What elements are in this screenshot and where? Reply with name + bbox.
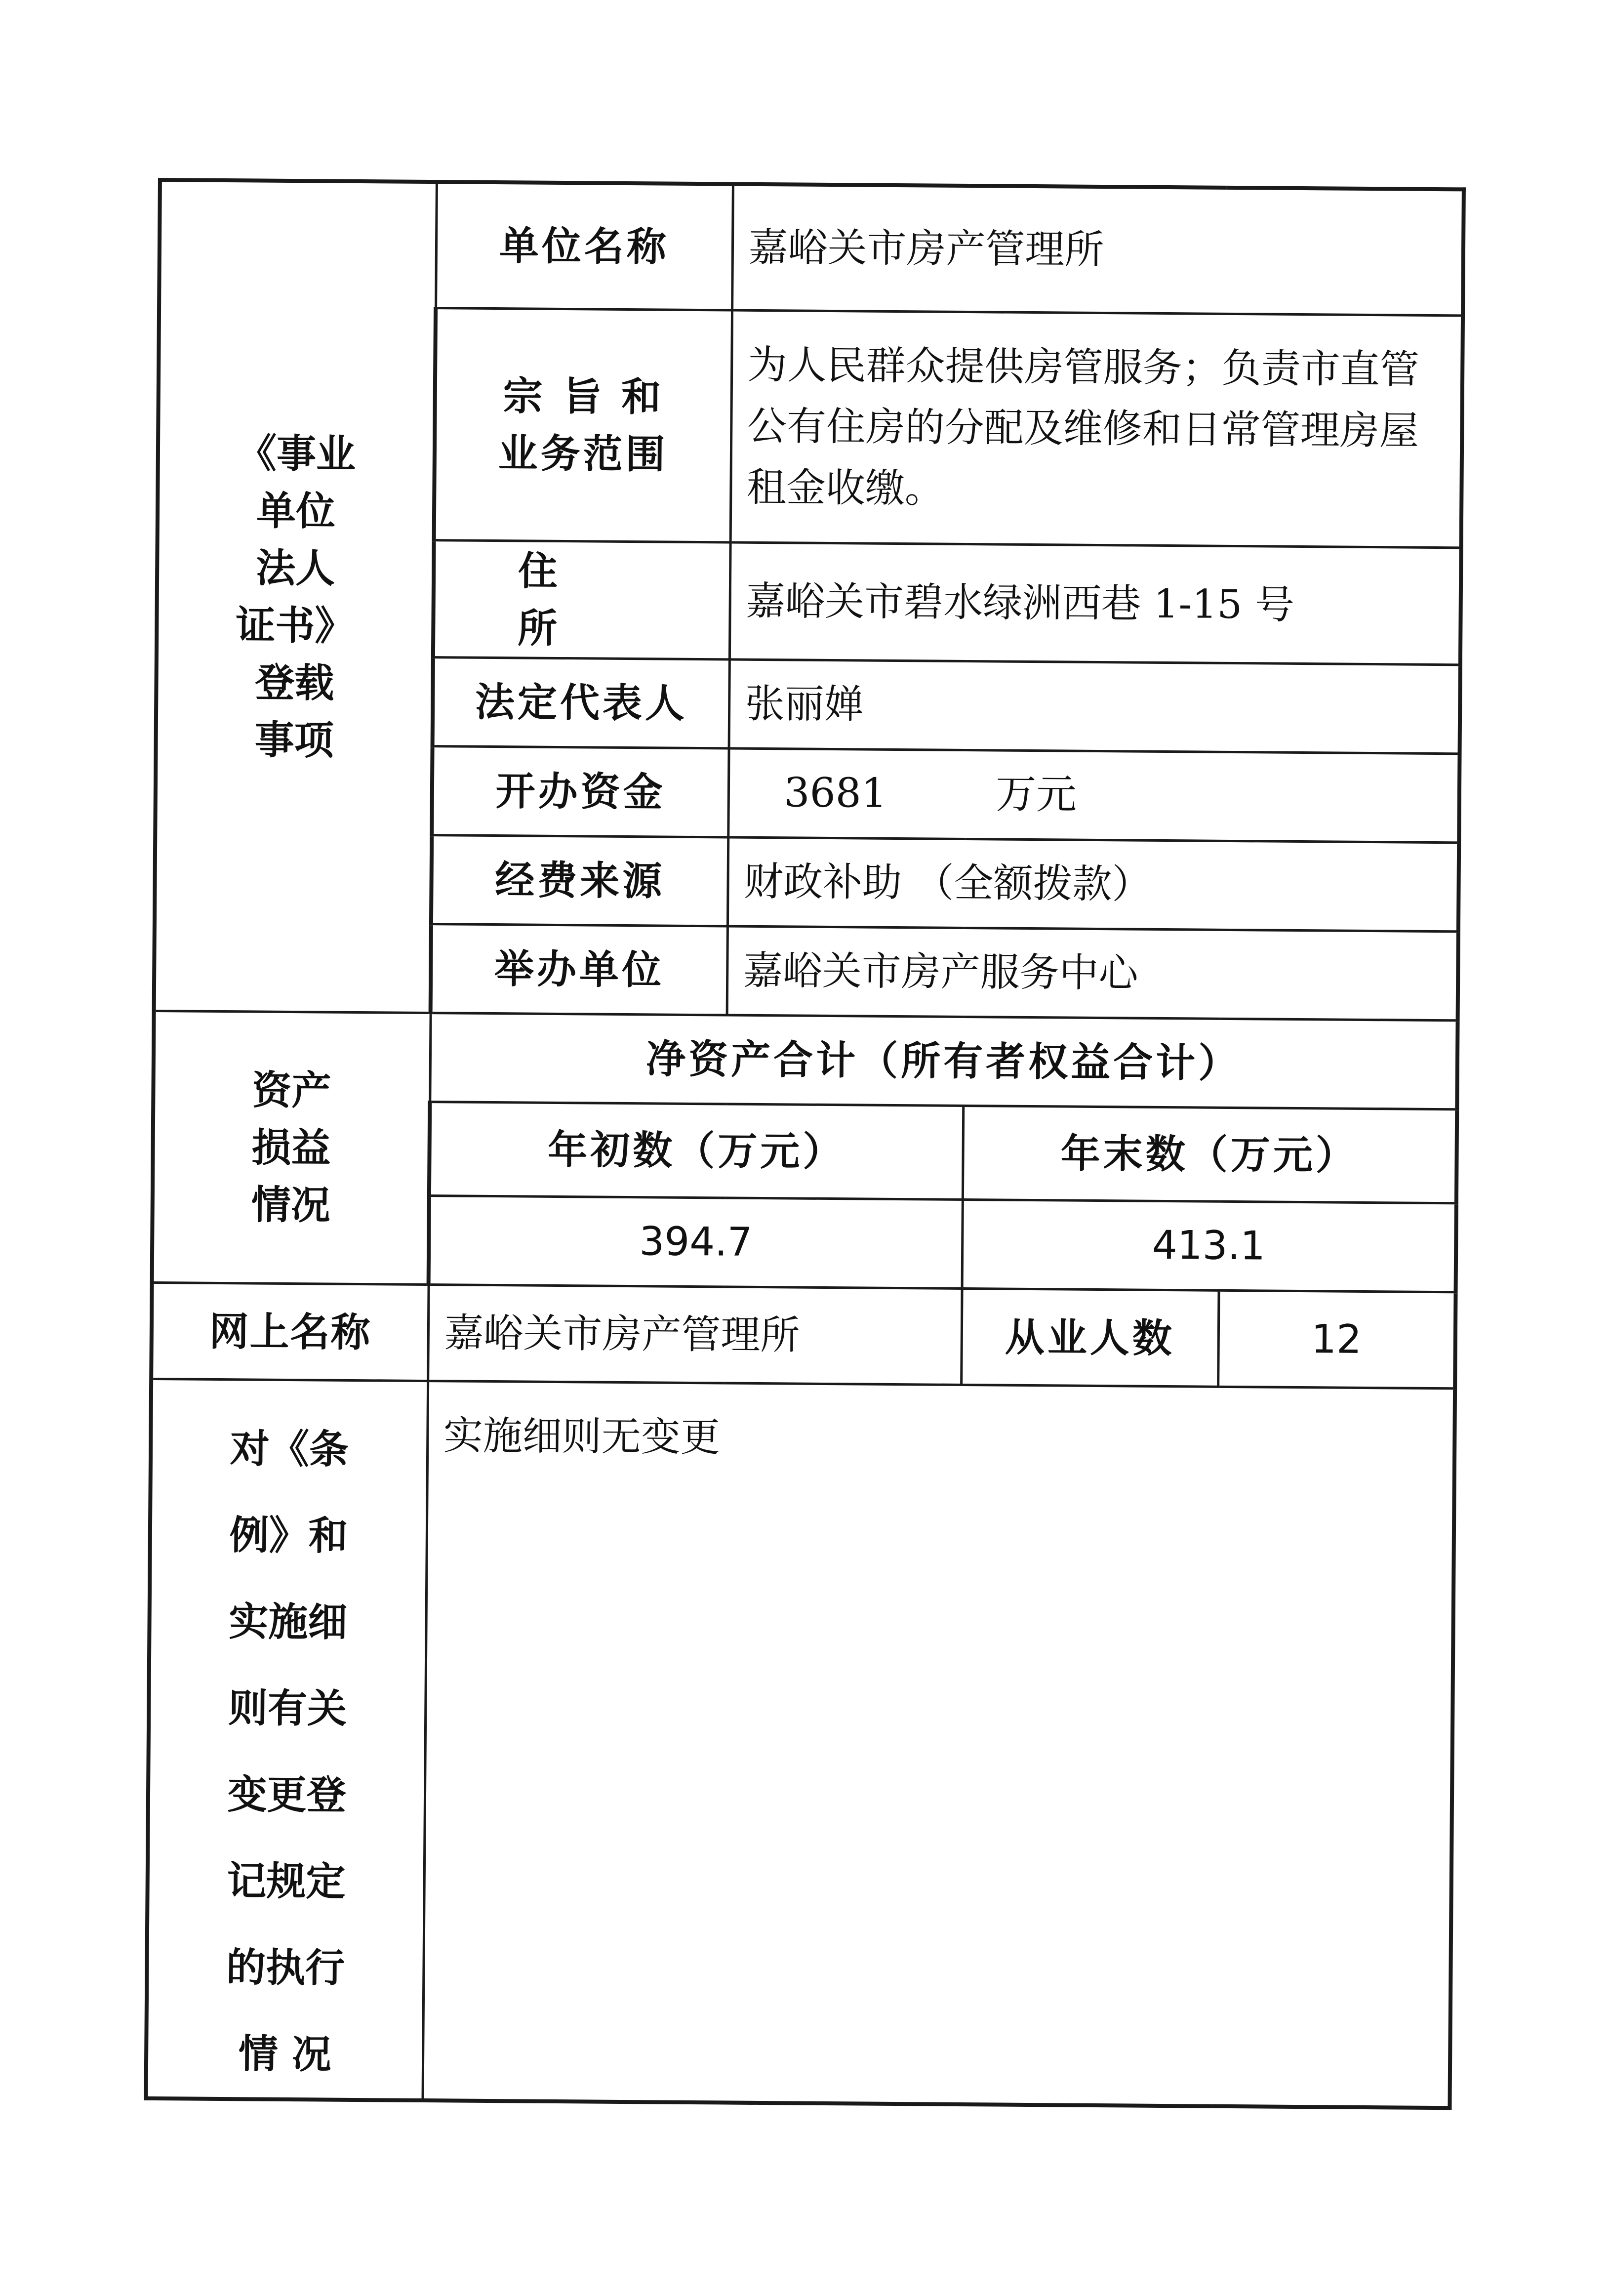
row-unit-name (159, 180, 1464, 315)
unit-name-value: 嘉峪关市房产管理所 (732, 184, 1464, 316)
execution-section-label: 对《条 例》和 实施细 则有关 变更登 记规定 的执行 情 况 (146, 1379, 428, 2100)
net-assets-header: 净资产合计（所有者权益合计） (430, 1013, 1457, 1109)
funding-source-label: 经费来源 (431, 835, 728, 926)
sponsor-value: 嘉峪关市房产服务中心 (727, 926, 1458, 1020)
execution-value: 实施细则无变更 (422, 1381, 1455, 2108)
funding-source-value: 财政补助 （全额拨款） (727, 837, 1459, 931)
registration-section-label: 《事业 单位 法人 证书》 登载 事项 (154, 180, 437, 1013)
online-name-label: 网上名称 (151, 1282, 428, 1381)
address-value: 嘉峪关市碧水绿洲西巷 1-15 号 (729, 542, 1461, 665)
staff-count-label: 从业人数 (961, 1288, 1218, 1387)
unit-name-label: 单位名称 (436, 182, 733, 310)
end-of-year-label: 年末数（万元） (963, 1106, 1457, 1203)
online-name-value: 嘉峪关市房产管理所 (428, 1284, 962, 1385)
begin-of-year-label: 年初数（万元） (429, 1102, 963, 1199)
row-assets-header (153, 1011, 1457, 1109)
staff-count-value: 12 (1218, 1290, 1455, 1389)
capital-unit: 万元 (995, 771, 1077, 819)
capital-amount: 3681 (784, 769, 887, 817)
purpose-label: 宗 旨 和 业务范围 (434, 308, 732, 542)
address-label: 住 所 (433, 540, 730, 659)
row-online-name (151, 1282, 1455, 1388)
begin-of-year-value: 394.7 (429, 1195, 963, 1288)
assets-section-label: 资产 损益 情况 (152, 1011, 431, 1284)
row-execution (146, 1379, 1455, 2108)
capital-value (728, 748, 1459, 843)
sponsor-label: 举办单位 (431, 924, 727, 1015)
legal-rep-label: 法定代表人 (433, 657, 729, 748)
end-of-year-value: 413.1 (962, 1199, 1456, 1292)
legal-rep-value: 张丽婵 (729, 659, 1460, 754)
capital-label: 开办资金 (432, 746, 728, 837)
purpose-value: 为人民群众提供房管服务；负责市直管公有住房的分配及维修和日常管理房屋租金收缴。 (730, 310, 1463, 548)
annual-report-table (144, 178, 1465, 2110)
